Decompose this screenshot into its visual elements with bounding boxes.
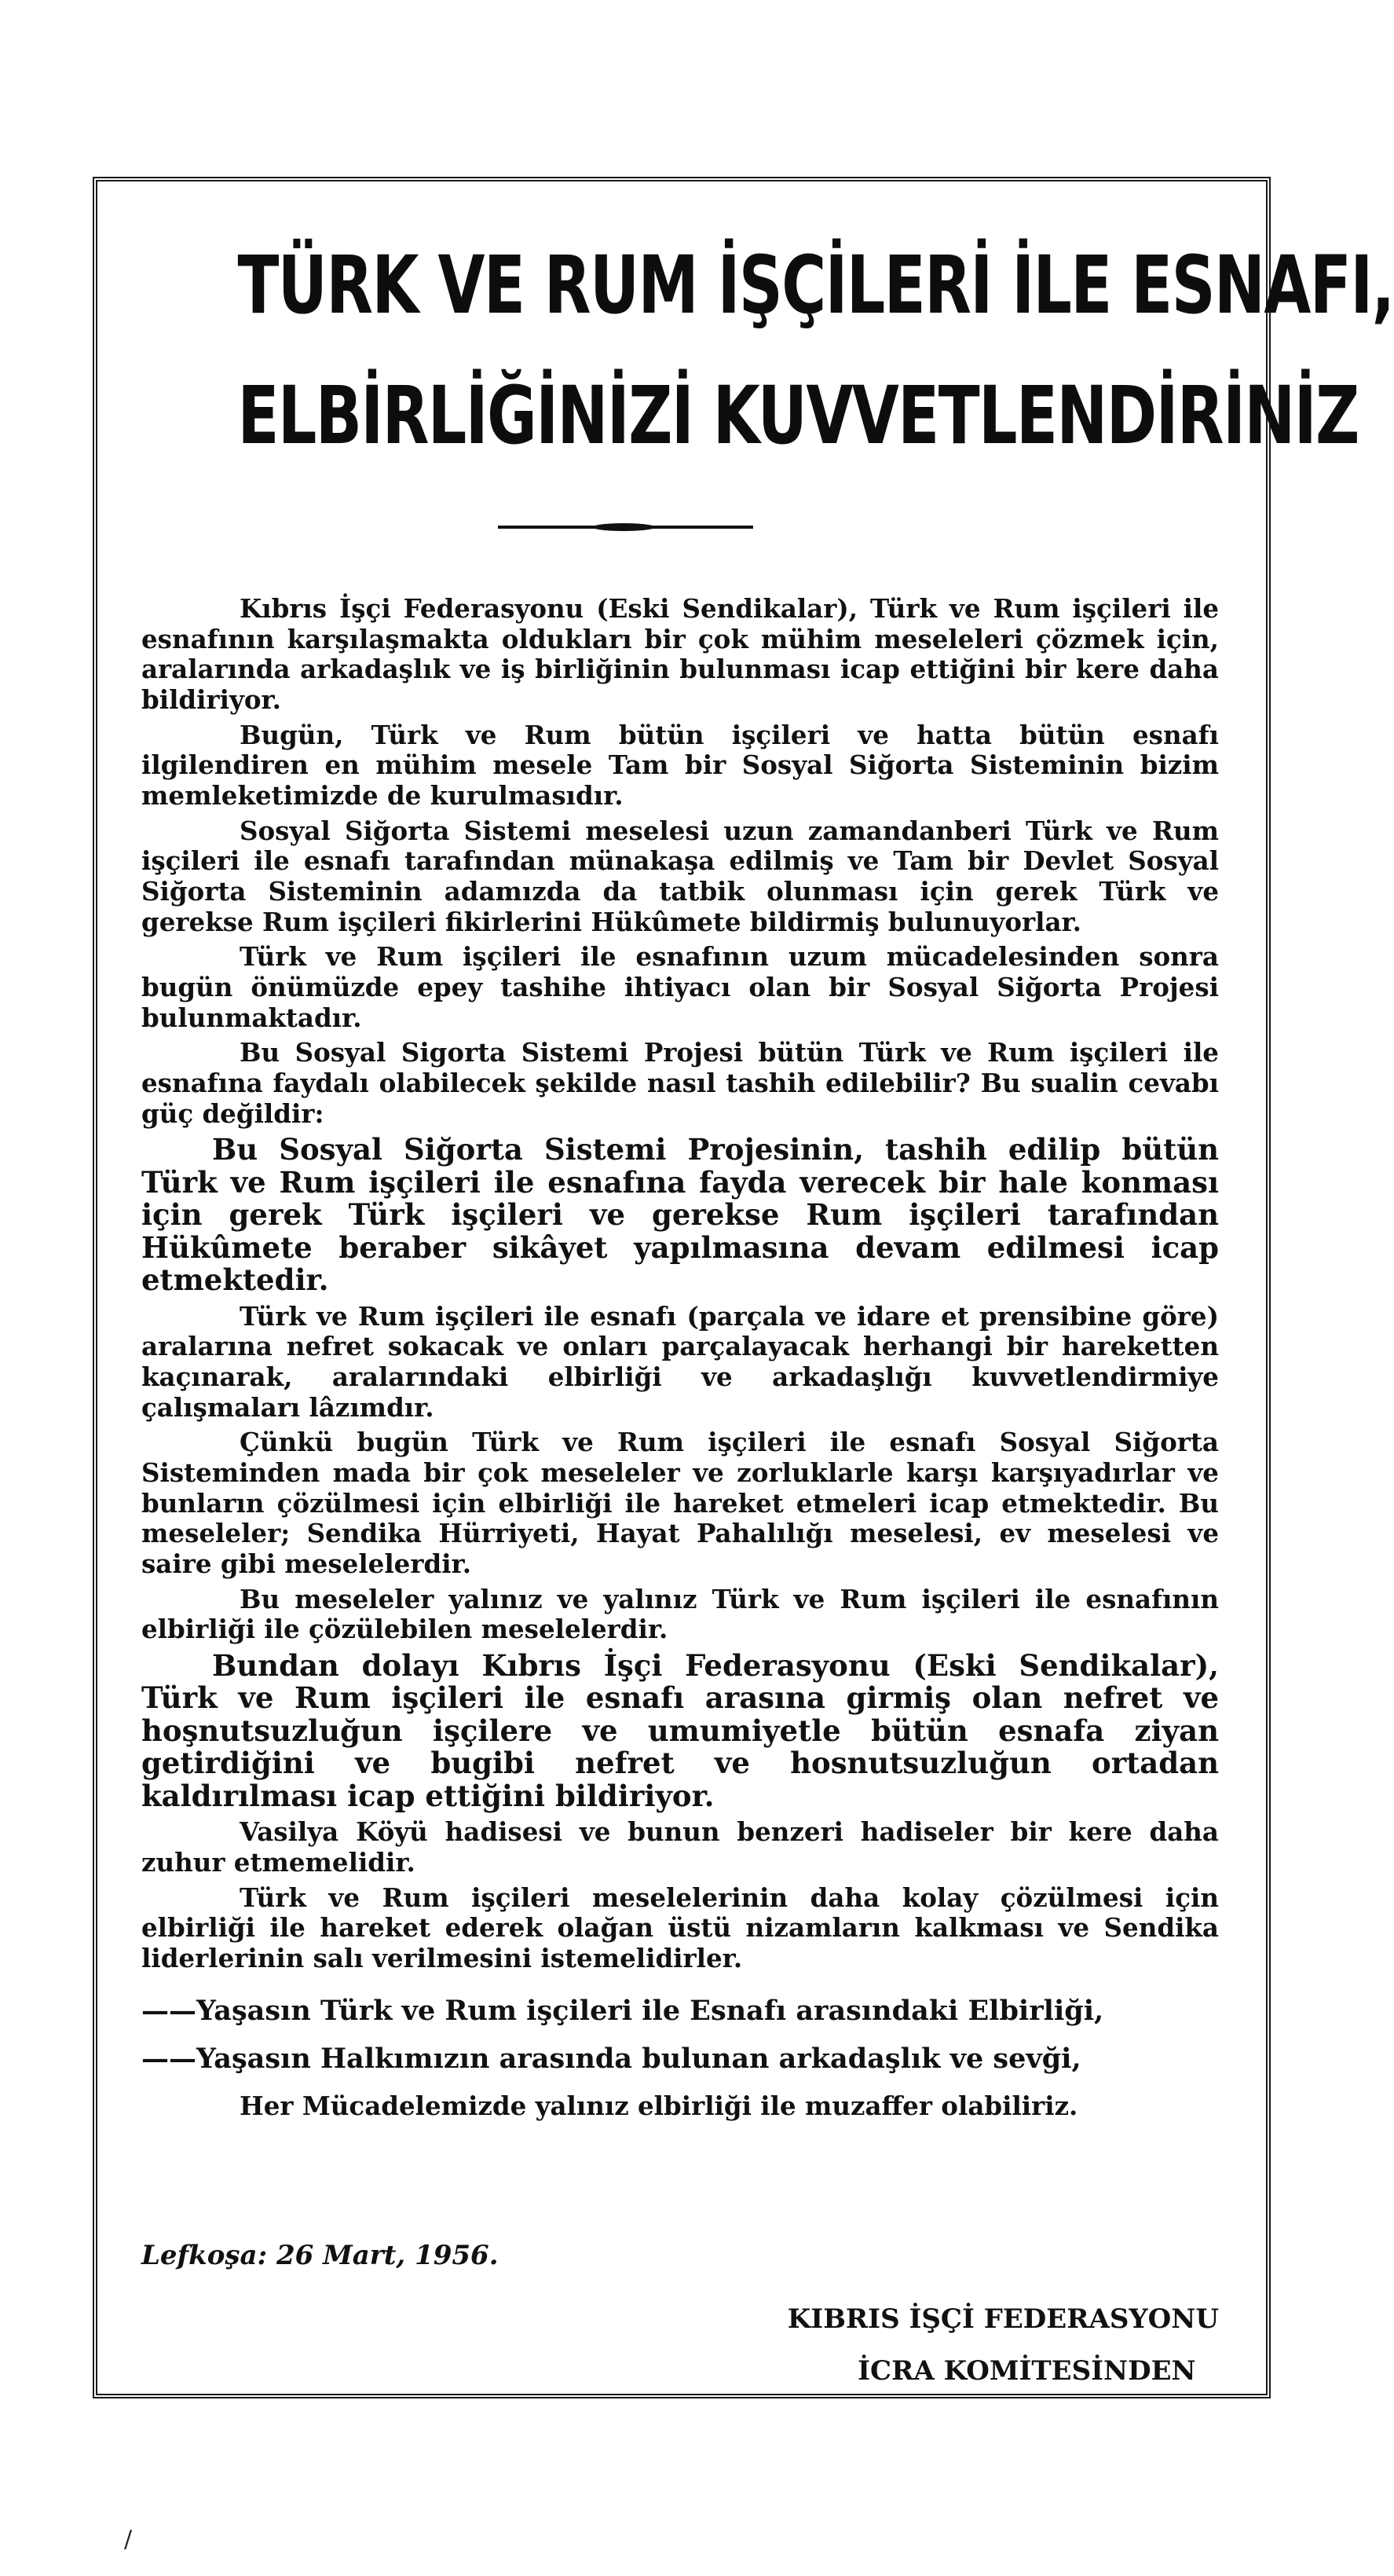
slogan: ——Yaşasın Türk ve Rum işçileri ile Esnafı arasındaki Elbirliği, bbox=[141, 1994, 1104, 2027]
paragraph: Sosyal Siğorta Sistemi meselesi uzun zamandanberi Türk ve Rum işçileri ile esnafı tarafından münakaşa edilmiş ve Tam bir Devlet Sosyal Siğorta Sisteminin adamızda da tatbik olunması için gerek Türk ve gerekse Rum işçileri fikirlerini Hükûmete bildirmiş bulunuyorlar. bbox=[141, 815, 1219, 937]
dateline: Lefkoşa: 26 Mart, 1956. bbox=[141, 2240, 499, 2271]
signature-line-2: İCRA KOMİTESİNDEN bbox=[858, 2355, 1196, 2387]
paragraph: Türk ve Rum işçileri ile esnafı (parçala ve idare et prensibine göre) aralarına nefret sokacak ve onları parçalayacak herhangi bir hareketten kaçınarak, aralarındaki elbirliği ve arkadaşlığı kuvvetlendirmiye çalışmaları lâzımdır. bbox=[141, 1300, 1219, 1423]
slogans bbox=[141, 1995, 1219, 2076]
signature-block bbox=[788, 2293, 1219, 2398]
emphasis-paragraph: Bundan dolayı Kıbrıs İşçi Federasyonu (Eski Sendikalar), Türk ve Rum işçileri ile esnafı arasına girmiş olan nefret ve hoşnutsuzluğun işçilere ve umumiyetle bütün esnafa ziyan getirdiğini ve bugibi nefret ve hosnutsuzluğun ortadan kaldırılması icap ettiğini bildiriyor. bbox=[141, 1648, 1219, 1813]
headline-line-2: ELBİRLİĞİNİZİ KUVVETLENDİRİNİZ bbox=[237, 369, 1359, 463]
paragraph: Kıbrıs İşçi Federasyonu (Eski Sendikalar), Türk ve Rum işçileri ile esnafının karşılaşmakta oldukları bir çok mühim meseleleri çözmek için, aralarında arkadaşlık ve iş birliğinin bulunması icap ettiğini bir kere daha bildiriyor. bbox=[141, 593, 1219, 716]
stray-mark: / bbox=[124, 2526, 133, 2553]
notice-frame bbox=[93, 177, 1394, 2398]
decorative-rule bbox=[498, 526, 753, 529]
closing-line: Her Mücadelemizde yalınız elbirliği ile muzaffer olabiliriz. bbox=[240, 2090, 1078, 2121]
paragraph: Bu meseleler yalınız ve yalınız Türk ve Rum işçileri ile esnafının elbirliği ile çözülebilen meselelerdir. bbox=[141, 1583, 1219, 1645]
paragraph: Vasilya Köyü hadisesi ve bunun benzeri hadiseler bir kere daha zuhur etmemelidir. bbox=[141, 1816, 1219, 1878]
signature-line-1: KIBRIS İŞÇİ FEDERASYONU bbox=[787, 2303, 1219, 2335]
headline-line-1: TÜRK VE RUM İŞÇİLERİ İLE ESNAFI, bbox=[237, 239, 1394, 332]
paragraph: Bu Sosyal Sigorta Sistemi Projesi bütün Türk ve Rum işçileri ile esnafına faydalı olabilecek şekilde nasıl tashih edilebilir? Bu sualin cevabı güç değildir: bbox=[141, 1037, 1219, 1129]
paragraph: Türk ve Rum işçileri ile esnafının uzum mücadelesinden sonra bugün önümüzde epey tashihe ihtiyacı olan bir Sosyal Siğorta Projesi bulunmaktadır. bbox=[141, 941, 1219, 1033]
notice-body bbox=[141, 594, 1219, 2122]
slogan: ——Yaşasın Halkımızın arasında bulunan arkadaşlık ve sevği, bbox=[141, 2043, 1081, 2076]
emphasis-paragraph: Bu Sosyal Siğorta Sistemi Projesinin, tashih edilip bütün Türk ve Rum işçileri ile esnafına fayda verecek bir hale konması için gerek Türk işçileri ve gerekse Rum işçileri tarafından Hükûmete beraber sikâyet yapılmasına devam edilmesi icap etmektedir. bbox=[141, 1132, 1219, 1298]
paragraph: Çünkü bugün Türk ve Rum işçileri ile esnafı Sosyal Siğorta Sisteminden mada bir çok meseleler ve zorluklarle karşı karşıyadırlar ve bunların çözülmesi için elbirliği ile hareket etmeleri icap etmektedir. Bu meseleler; Sendika Hürriyeti, Hayat Pahalılığı meselesi, ev meselesi ve saire gibi meselelerdir. bbox=[141, 1427, 1219, 1579]
paragraph: Türk ve Rum işçileri meselelerinin daha kolay çözülmesi için elbirliği ile hareket ederek olağan üstü nizamların kalkması ve Sendika liderlerinin salı verilmesini istemelidirler. bbox=[141, 1882, 1219, 1973]
paragraph: Bugün, Türk ve Rum bütün işçileri ve hatta bütün esnafı ilgilendiren en mühim mesele Tam bir Sosyal Siğorta Sisteminin bizim memleketimizde de kurulmasıdır. bbox=[141, 719, 1219, 812]
